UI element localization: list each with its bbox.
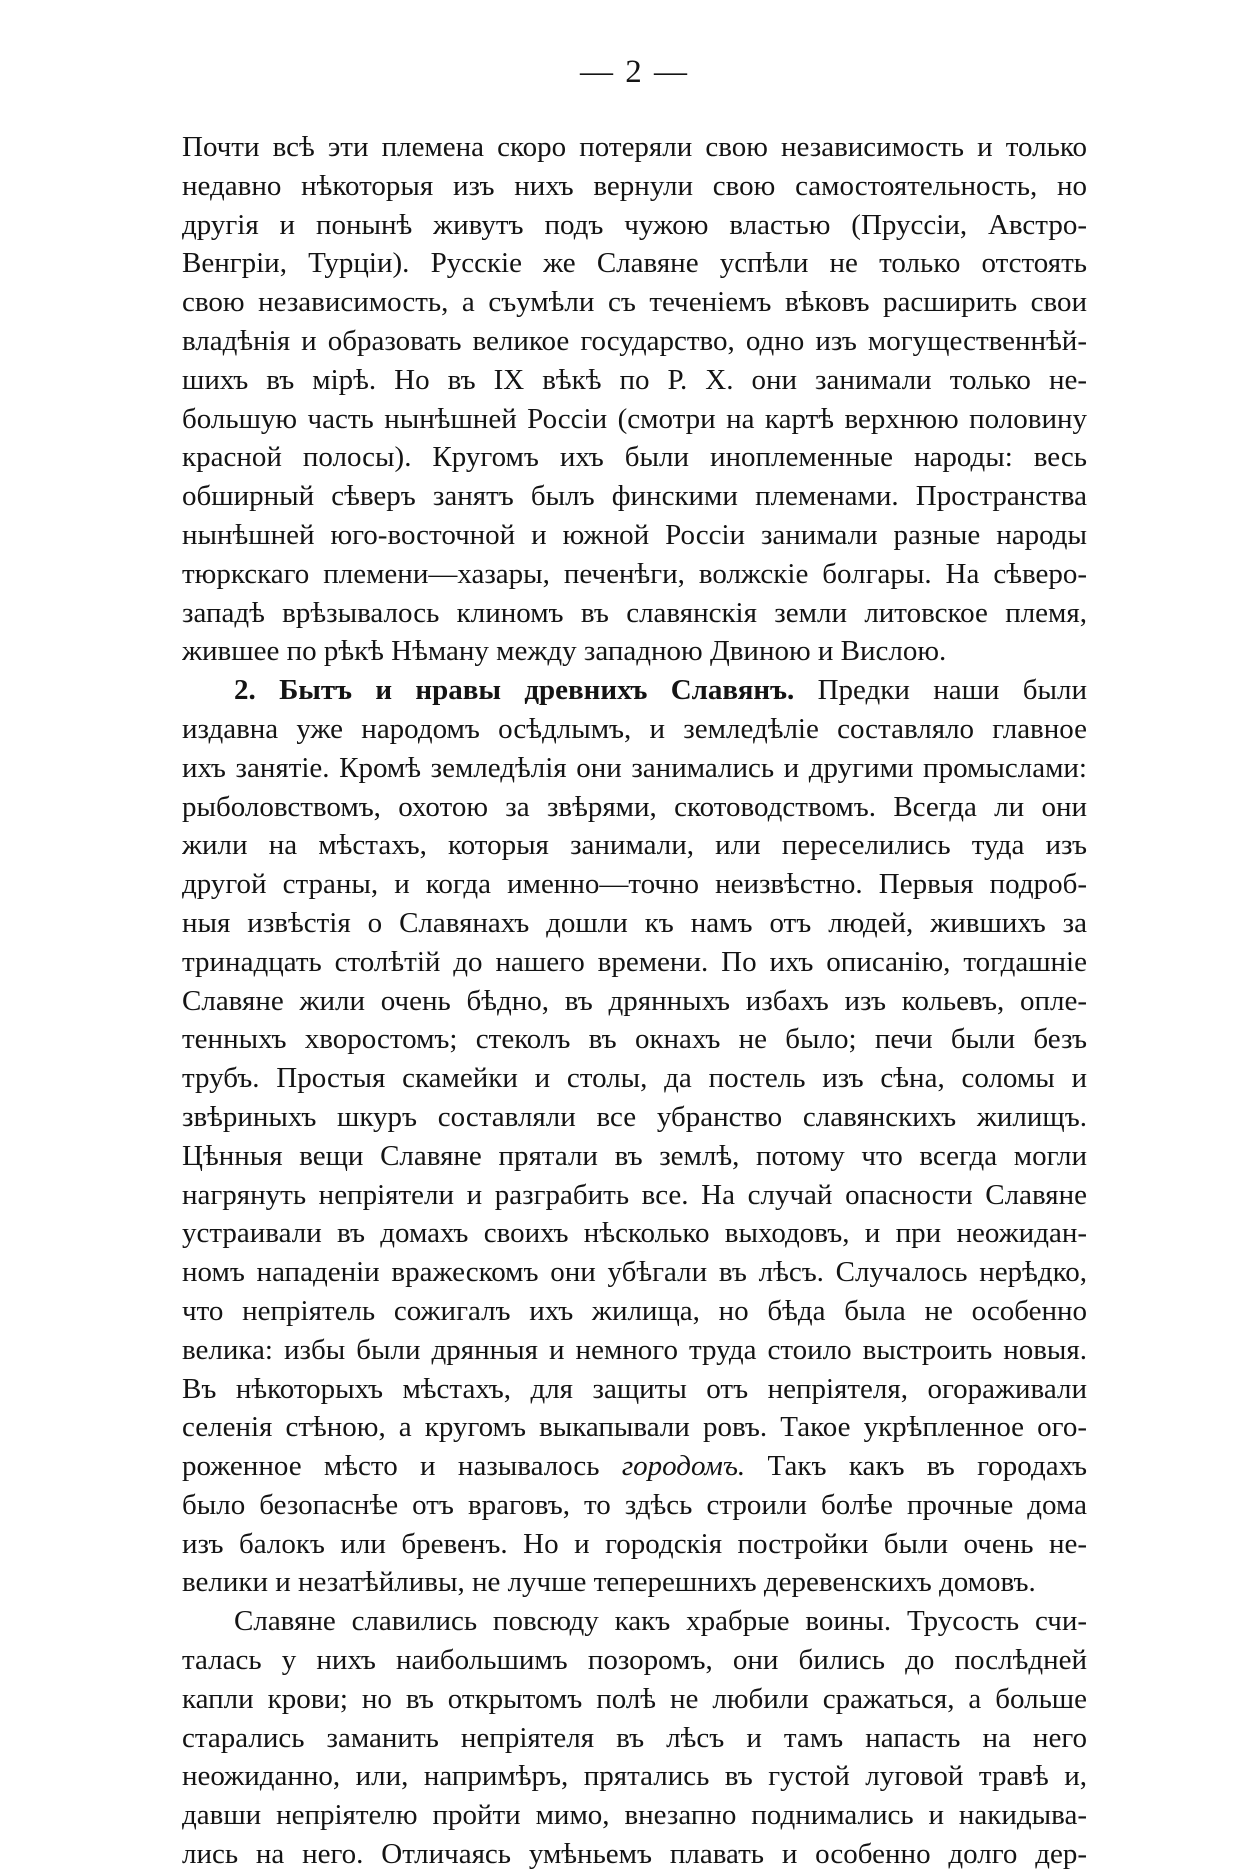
text-line: велика: избы были дрянныя и немного труда стоило выстроить новыя.	[182, 1333, 1087, 1366]
section-heading-line	[182, 671, 1087, 710]
text-line: ихъ занятіе. Кромѣ земледѣлія они занимались и другими промыслами:	[182, 751, 1087, 784]
text-line: талась у нихъ наибольшимъ позоромъ, они бились до послѣдней	[182, 1644, 1087, 1677]
text-line: велики и незатѣйливы, не лучше теперешнихъ деревенскихъ домовъ.	[182, 1566, 1036, 1599]
text-line: Венгріи, Турціи). Русскіе же Славяне успѣли не только отстоять	[182, 247, 1087, 280]
page-number: — 2 —	[580, 54, 689, 90]
text-line: номъ нападеніи вражескомъ они убѣгали въ лѣсъ. Случалось нерѣдко,	[182, 1256, 1087, 1289]
text-line: тюркскаго племени—хазары, печенѣги, волжскіе болгары. На сѣверо-	[182, 557, 1087, 590]
italic-line-before: роженное мѣсто и называлось	[182, 1450, 622, 1483]
text-line: красной полосы). Кругомъ ихъ были иноплеменные народы: весь	[182, 441, 1087, 474]
text-line: давши непріятелю пройти мимо, внезапно поднимались и накидыва-	[182, 1799, 1087, 1832]
text-line: старались заманить непріятеля въ лѣсъ и тамъ напасть на него	[182, 1721, 1087, 1754]
section-heading: 2. Бытъ и нравы древнихъ Славянъ.	[234, 674, 795, 707]
text-line: тринадцать столѣтій до нашего времени. По ихъ описанію, тогдашніе	[182, 945, 1087, 978]
text-line: селенія стѣною, а кругомъ выкапывали ровъ. Такое укрѣпленное ого-	[182, 1411, 1087, 1444]
text-line: тенныхъ хворостомъ; стеколъ въ окнахъ не было; печи были безъ	[182, 1023, 1087, 1056]
text-line: Въ нѣкоторыхъ мѣстахъ, для защиты отъ непріятеля, огораживали	[182, 1372, 1087, 1405]
text-line: жившее по рѣкѣ Нѣману между западною Двиною и Вислою.	[182, 635, 947, 668]
text-line: нынѣшней юго-восточной и южной Россіи занимали разные народы	[182, 518, 1087, 551]
paragraph-1	[182, 128, 1087, 671]
text-line: капли крови; но въ открытомъ полѣ не любили сражаться, а больше	[182, 1682, 1087, 1715]
text-line: лись на него. Отличаясь умѣньемъ плавать и особенно долго дер-	[182, 1838, 1087, 1871]
text-line: западѣ врѣзывалось клиномъ въ славянскія земли литовское племя,	[182, 596, 1087, 629]
text-line: ныя извѣстія о Славянахъ дошли къ намъ отъ людей, жившихъ за	[182, 906, 1087, 939]
text-line: нагрянуть непріятели и разграбить все. На случай опасности Славяне	[182, 1178, 1087, 1211]
text-line: изъ балокъ или бревенъ. Но и городскія постройки были очень не-	[182, 1527, 1087, 1560]
text-line: Почти всѣ эти племена скоро потеряли свою независимость и только	[182, 131, 1087, 163]
book-page	[182, 0, 1087, 1871]
paragraph-2	[182, 671, 1087, 1602]
text-line: рыболовствомъ, охотою за звѣрями, скотоводствомъ. Всегда ли они	[182, 790, 1087, 823]
text-line: издавна уже народомъ осѣдлымъ, и земледѣліе составляло главное	[182, 712, 1087, 745]
text-line: большую часть нынѣшней Россіи (смотри на картѣ верхнюю половину	[182, 402, 1087, 435]
text-line: звѣриныхъ шкуръ составляли все убранство славянскихъ жилищъ.	[182, 1100, 1087, 1133]
text-line: владѣнія и образовать великое государство, одно изъ могущественнѣй-	[182, 324, 1087, 357]
text-line: что непріятель сожигалъ ихъ жилища, но бѣда была не особенно	[182, 1294, 1087, 1327]
text-line: Славяне жили очень бѣдно, въ дрянныхъ избахъ изъ кольевъ, опле-	[182, 984, 1087, 1017]
text-line: Цѣнныя вещи Славяне прятали въ землѣ, потому что всегда могли	[182, 1139, 1087, 1172]
text-line: устраивали въ домахъ своихъ нѣсколько выходовъ, и при неожидан-	[182, 1217, 1087, 1250]
text-line: шихъ въ мірѣ. Но въ IX вѣкѣ по Р. Х. они занимали только не-	[182, 363, 1087, 396]
paragraph-3	[182, 1602, 1087, 1874]
text-line: обширный сѣверъ занятъ былъ финскими племенами. Пространства	[182, 480, 1087, 513]
italic-line-after: Такъ какъ въ городахъ	[745, 1450, 1087, 1483]
text-line: недавно нѣкоторыя изъ нихъ вернули свою самостоятельность, но	[182, 169, 1087, 202]
text-line: другой страны, и когда именно—точно неизвѣстно. Первыя подроб-	[182, 868, 1087, 901]
text-line: неожиданно, или, напримѣръ, прятались въ густой луговой травѣ и,	[182, 1760, 1087, 1793]
text-line: жили на мѣстахъ, которыя занимали, или переселились туда изъ	[182, 829, 1087, 862]
text-line: свою независимость, а съумѣли съ теченіемъ вѣковъ расширить свои	[182, 286, 1087, 319]
heading-line-rest: Предки наши были	[794, 674, 1087, 707]
text-line: другія и понынѣ живутъ подъ чужою властью (Пруссіи, Австро-	[182, 208, 1087, 241]
body-text	[182, 128, 1087, 1874]
text-line-with-italic	[182, 1447, 1087, 1486]
italic-term: городомъ.	[621, 1450, 746, 1483]
text-line: Славяне славились повсюду какъ храбрые воины. Трусость счи-	[234, 1605, 1087, 1638]
text-line: трубъ. Простыя скамейки и столы, да постель изъ сѣна, соломы и	[182, 1062, 1087, 1095]
text-line: было безопаснѣе отъ враговъ, то здѣсь строили болѣе прочные дома	[182, 1488, 1087, 1521]
